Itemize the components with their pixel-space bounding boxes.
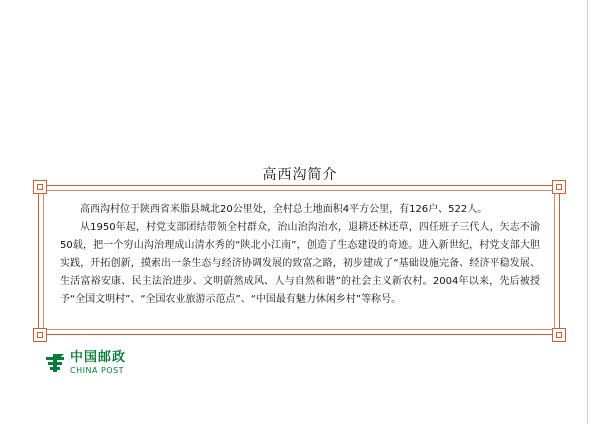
frame-corner-ornament — [33, 180, 47, 194]
china-post-logo — [44, 348, 126, 378]
page-title: 高西沟简介 — [262, 167, 338, 183]
page-edge-rule — [587, 0, 588, 424]
intro-paragraph: 从1950年起，村党支部团结带领全村群众，治山治沟治水，退耕还林还草，四任班子三代人，矢志不渝50载，把一个穷山沟治理成山清水秀的“陕北小江南”，创造了生态建设的奇迹。进入新世纪，村党支部大胆实践，开拓创新，摸索出一条生态与经济协调发展的致富之路，初步建成了“基础设施完备、经济平稳发展、生活富裕安康、民主法治进步、文明蔚然成风、人与自然和谐”的社会主义新农村。2004年以来，先后被授予“全国文明村”、“全国农业旅游示范点”、“中国最有魅力休闲乡村”等称号。 — [60, 222, 540, 305]
china-post-logo-icon — [44, 352, 66, 374]
logo-name-cn: 中国邮政 — [70, 350, 127, 365]
frame-corner-ornament — [552, 180, 566, 194]
intro-paragraph: 高西沟村位于陕西省米脂县城北20公里处，全村总土地面积4平方公里，有126户、522人。 — [80, 204, 488, 215]
intro-text-block — [60, 201, 540, 309]
logo-name-en: CHINA POST — [70, 366, 125, 375]
frame-corner-ornament — [33, 328, 47, 342]
logo-text — [70, 351, 126, 375]
frame-corner-ornament — [552, 328, 566, 342]
